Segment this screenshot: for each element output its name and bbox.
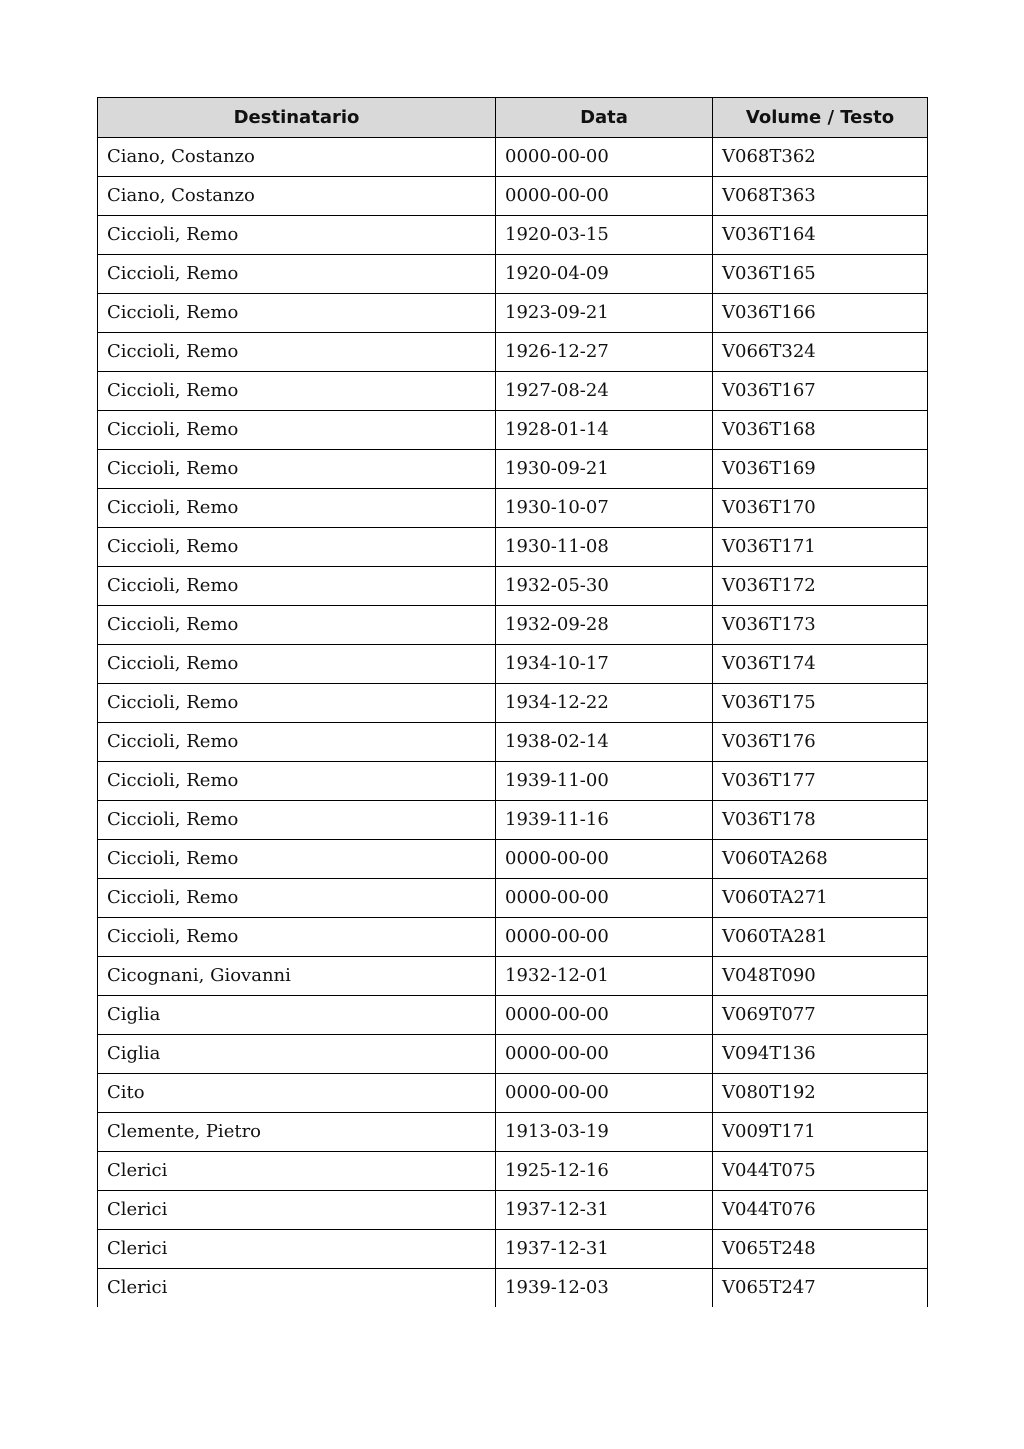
cell-destinatario: Cicognani, Giovanni (98, 957, 496, 996)
cell-destinatario: Ciccioli, Remo (98, 762, 496, 801)
cell-destinatario: Clerici (98, 1230, 496, 1269)
table-row (98, 177, 928, 216)
cell-data: 1923-09-21 (496, 294, 713, 333)
cell-volume-testo: V060TA268 (713, 840, 928, 879)
cell-volume-testo: V065T248 (713, 1230, 928, 1269)
cell-data: 0000-00-00 (496, 879, 713, 918)
cell-volume-testo: V066T324 (713, 333, 928, 372)
cell-volume-testo: V036T165 (713, 255, 928, 294)
cell-destinatario: Ciccioli, Remo (98, 333, 496, 372)
cell-volume-testo: V069T077 (713, 996, 928, 1035)
cell-volume-testo: V036T169 (713, 450, 928, 489)
table-row (98, 606, 928, 645)
cell-data: 0000-00-00 (496, 840, 713, 879)
cell-destinatario: Clerici (98, 1152, 496, 1191)
cell-destinatario: Ciccioli, Remo (98, 840, 496, 879)
cell-destinatario: Ciano, Costanzo (98, 138, 496, 177)
table-row (98, 255, 928, 294)
cell-volume-testo: V036T176 (713, 723, 928, 762)
cell-destinatario: Ciccioli, Remo (98, 489, 496, 528)
cell-destinatario: Ciano, Costanzo (98, 177, 496, 216)
table-row (98, 216, 928, 255)
cell-data: 1939-11-16 (496, 801, 713, 840)
table-row (98, 1113, 928, 1152)
column-header-data: Data (496, 98, 713, 138)
table-row (98, 1074, 928, 1113)
column-header-destinatario: Destinatario (98, 98, 496, 138)
cell-volume-testo: V080T192 (713, 1074, 928, 1113)
cell-data: 0000-00-00 (496, 177, 713, 216)
cell-data: 1939-11-00 (496, 762, 713, 801)
cell-volume-testo: V036T177 (713, 762, 928, 801)
cell-volume-testo: V068T362 (713, 138, 928, 177)
cell-data: 1937-12-31 (496, 1230, 713, 1269)
cell-data: 1926-12-27 (496, 333, 713, 372)
table-row (98, 1152, 928, 1191)
cell-data: 1932-12-01 (496, 957, 713, 996)
cell-volume-testo: V036T178 (713, 801, 928, 840)
cell-destinatario: Ciccioli, Remo (98, 255, 496, 294)
table-row (98, 840, 928, 879)
table-row (98, 1191, 928, 1230)
cell-destinatario: Ciccioli, Remo (98, 684, 496, 723)
cell-data: 1934-12-22 (496, 684, 713, 723)
table-row (98, 372, 928, 411)
cell-destinatario: Cito (98, 1074, 496, 1113)
table-row (98, 762, 928, 801)
cell-data: 1932-09-28 (496, 606, 713, 645)
cell-volume-testo: V065T247 (713, 1269, 928, 1308)
table-row (98, 489, 928, 528)
cell-data: 1932-05-30 (496, 567, 713, 606)
cell-data: 1930-09-21 (496, 450, 713, 489)
cell-data: 0000-00-00 (496, 996, 713, 1035)
cell-data: 1913-03-19 (496, 1113, 713, 1152)
cell-destinatario: Ciccioli, Remo (98, 606, 496, 645)
cell-destinatario: Ciccioli, Remo (98, 294, 496, 333)
cell-volume-testo: V048T090 (713, 957, 928, 996)
cell-volume-testo: V036T173 (713, 606, 928, 645)
cell-data: 1925-12-16 (496, 1152, 713, 1191)
cell-data: 0000-00-00 (496, 1035, 713, 1074)
table-row (98, 879, 928, 918)
cell-volume-testo: V036T171 (713, 528, 928, 567)
cell-volume-testo: V094T136 (713, 1035, 928, 1074)
cell-volume-testo: V036T166 (713, 294, 928, 333)
table-row (98, 294, 928, 333)
cell-volume-testo: V060TA271 (713, 879, 928, 918)
cell-data: 1927-08-24 (496, 372, 713, 411)
cell-volume-testo: V068T363 (713, 177, 928, 216)
cell-data: 1930-11-08 (496, 528, 713, 567)
cell-destinatario: Clemente, Pietro (98, 1113, 496, 1152)
cell-volume-testo: V036T175 (713, 684, 928, 723)
table-row (98, 723, 928, 762)
cell-destinatario: Ciccioli, Remo (98, 528, 496, 567)
table-row (98, 1230, 928, 1269)
table-row (98, 1035, 928, 1074)
table-row (98, 528, 928, 567)
table-row (98, 333, 928, 372)
cell-destinatario: Clerici (98, 1269, 496, 1308)
column-header-volume-testo: Volume / Testo (713, 98, 928, 138)
table-row (98, 645, 928, 684)
cell-data: 1930-10-07 (496, 489, 713, 528)
cell-data: 0000-00-00 (496, 138, 713, 177)
cell-destinatario: Ciccioli, Remo (98, 372, 496, 411)
cell-volume-testo: V044T076 (713, 1191, 928, 1230)
cell-volume-testo: V044T075 (713, 1152, 928, 1191)
letters-index-table (97, 97, 928, 1307)
table-row (98, 138, 928, 177)
table-row (98, 996, 928, 1035)
cell-data: 1920-04-09 (496, 255, 713, 294)
table-row (98, 450, 928, 489)
table-row (98, 957, 928, 996)
cell-destinatario: Ciccioli, Remo (98, 879, 496, 918)
cell-volume-testo: V036T164 (713, 216, 928, 255)
table-row (98, 684, 928, 723)
cell-volume-testo: V036T172 (713, 567, 928, 606)
table-row (98, 801, 928, 840)
table-row (98, 1269, 928, 1308)
cell-data: 0000-00-00 (496, 918, 713, 957)
cell-data: 1937-12-31 (496, 1191, 713, 1230)
cell-data: 1928-01-14 (496, 411, 713, 450)
cell-destinatario: Ciccioli, Remo (98, 567, 496, 606)
cell-destinatario: Clerici (98, 1191, 496, 1230)
cell-destinatario: Ciccioli, Remo (98, 723, 496, 762)
cell-volume-testo: V060TA281 (713, 918, 928, 957)
cell-data: 1934-10-17 (496, 645, 713, 684)
cell-destinatario: Ciccioli, Remo (98, 450, 496, 489)
cell-volume-testo: V036T167 (713, 372, 928, 411)
cell-destinatario: Ciglia (98, 996, 496, 1035)
cell-volume-testo: V036T174 (713, 645, 928, 684)
cell-data: 0000-00-00 (496, 1074, 713, 1113)
cell-volume-testo: V009T171 (713, 1113, 928, 1152)
table-header-row (98, 98, 928, 138)
table-body (98, 138, 928, 1308)
cell-destinatario: Ciccioli, Remo (98, 411, 496, 450)
cell-destinatario: Ciccioli, Remo (98, 801, 496, 840)
cell-data: 1939-12-03 (496, 1269, 713, 1308)
cell-data: 1938-02-14 (496, 723, 713, 762)
table-row (98, 411, 928, 450)
cell-destinatario: Ciccioli, Remo (98, 918, 496, 957)
cell-volume-testo: V036T170 (713, 489, 928, 528)
cell-data: 1920-03-15 (496, 216, 713, 255)
table-row (98, 567, 928, 606)
cell-destinatario: Ciccioli, Remo (98, 645, 496, 684)
table-row (98, 918, 928, 957)
cell-destinatario: Ciglia (98, 1035, 496, 1074)
cell-volume-testo: V036T168 (713, 411, 928, 450)
cell-destinatario: Ciccioli, Remo (98, 216, 496, 255)
